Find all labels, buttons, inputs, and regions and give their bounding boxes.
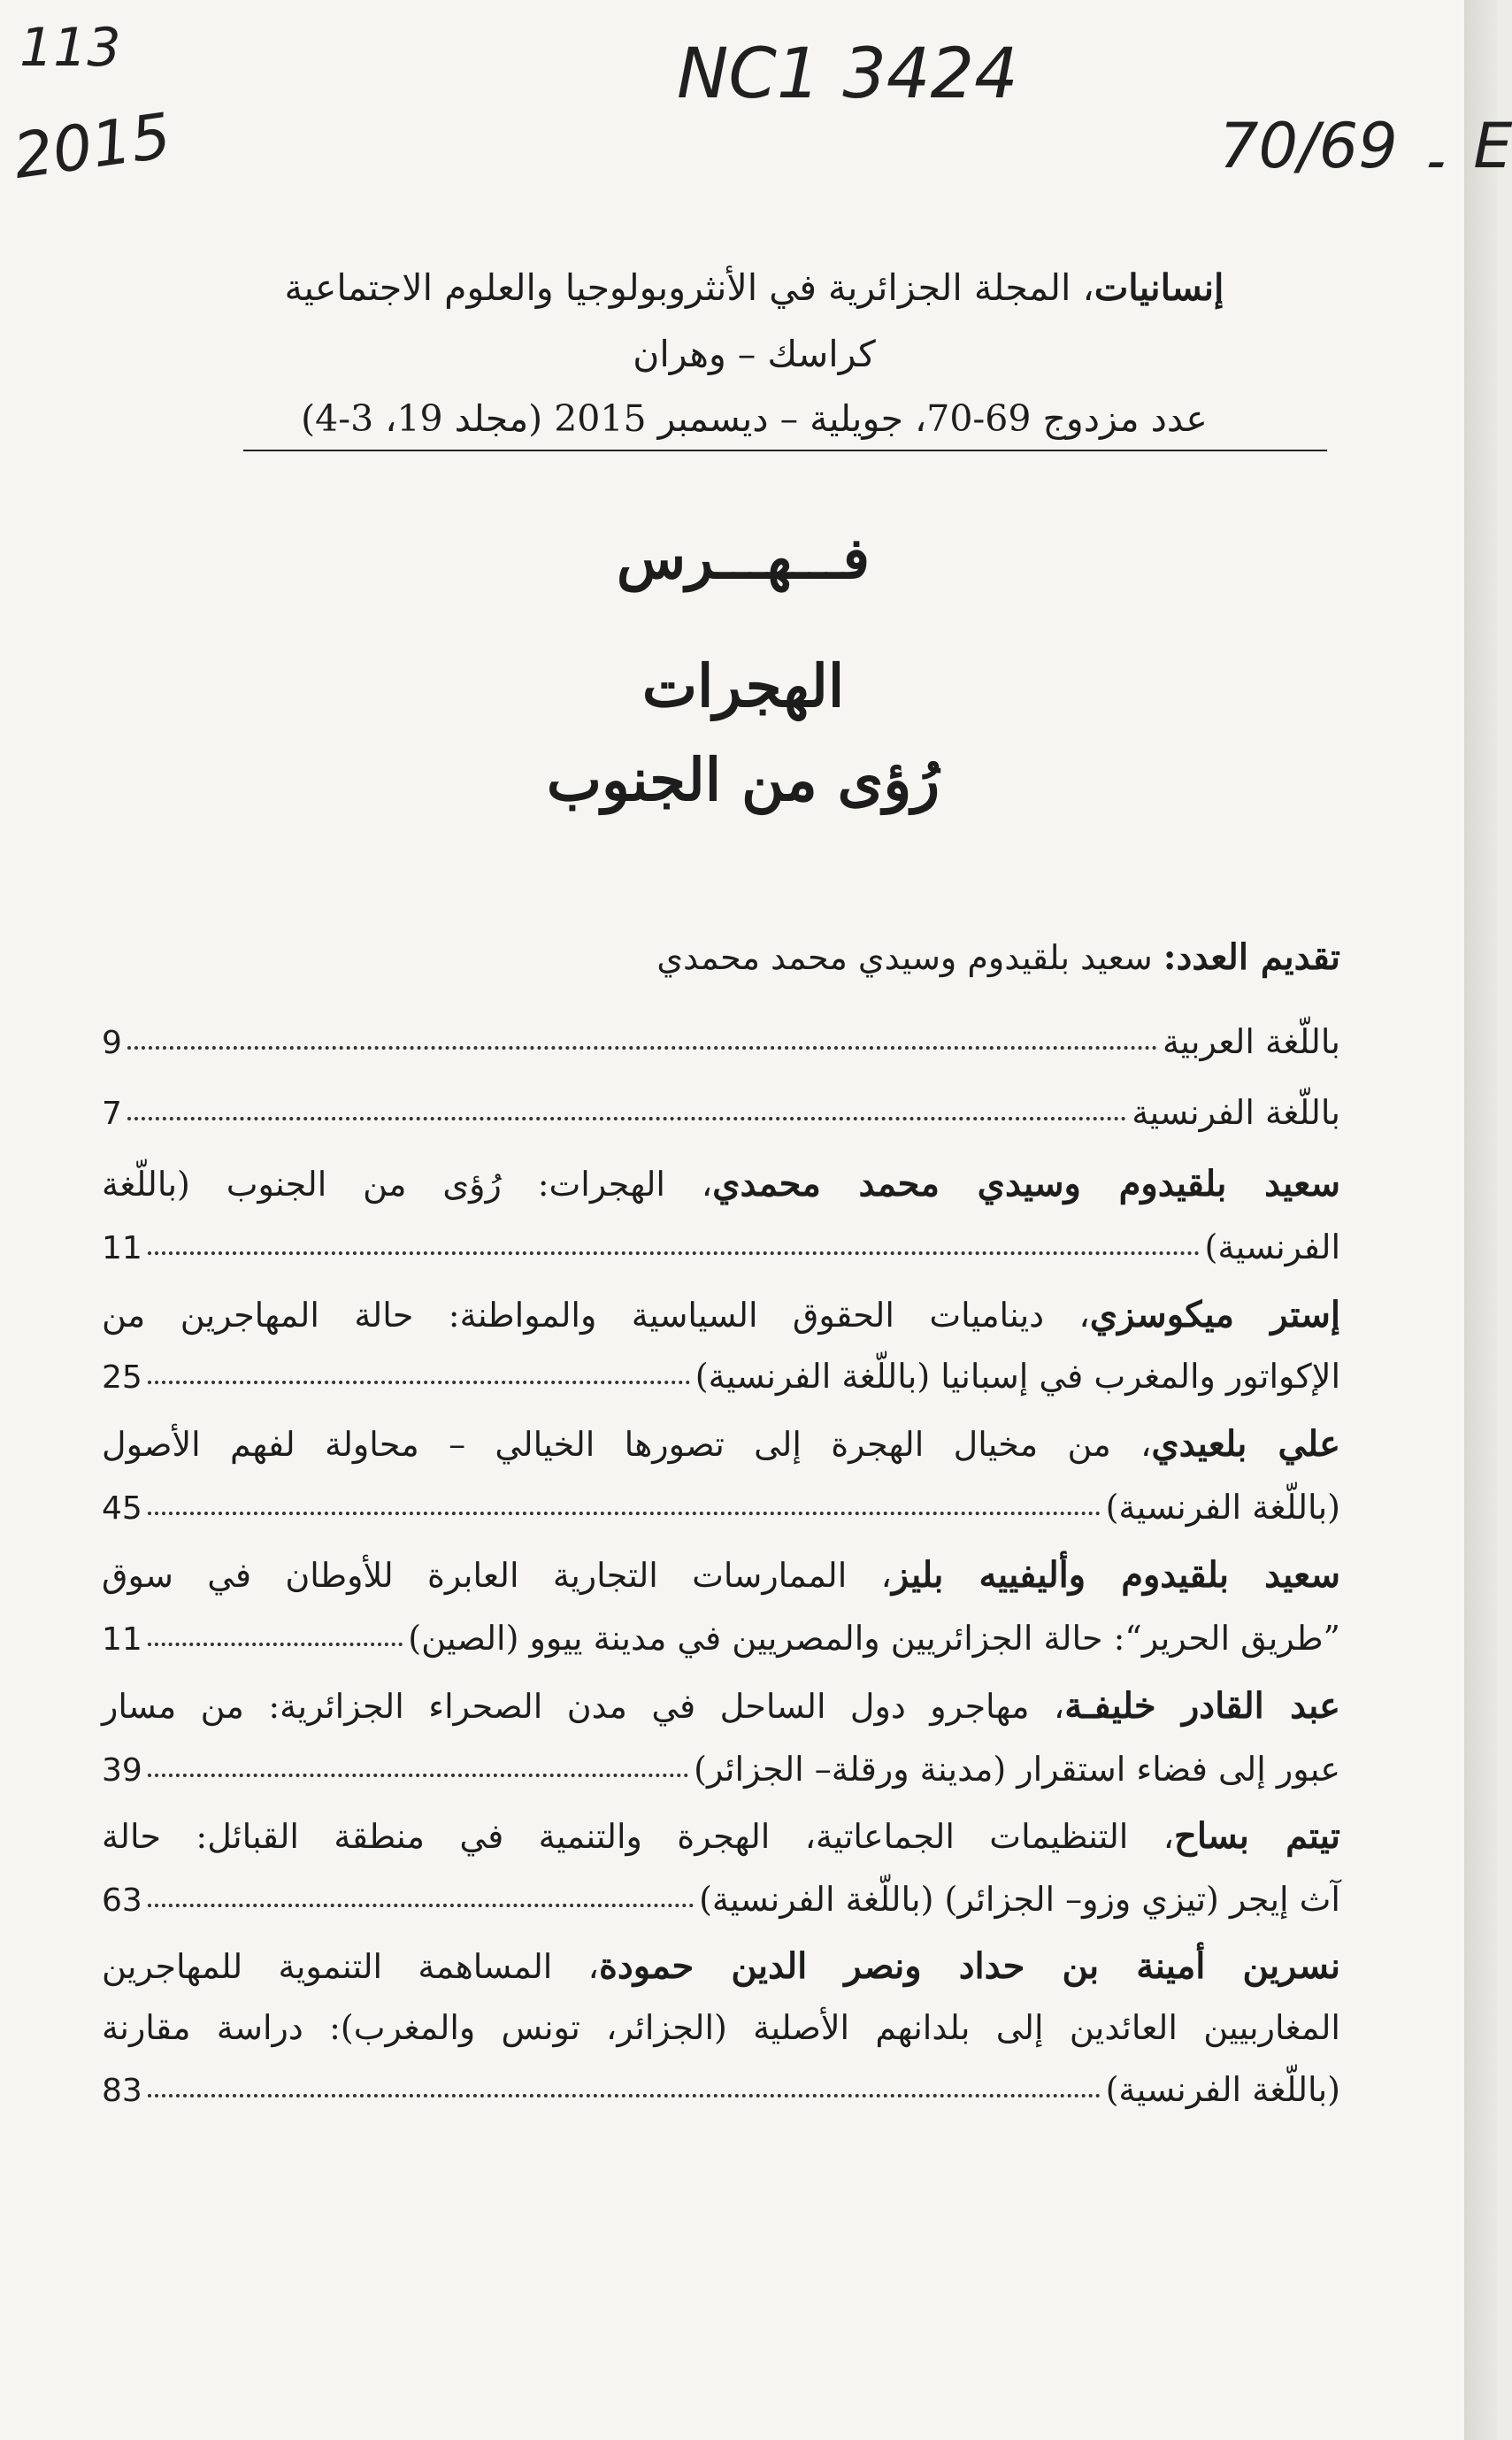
leader-dots <box>148 1904 694 1907</box>
leader-dots <box>148 1512 1101 1515</box>
article-title: ، مهاجرو دول الساحل في مدن الصحراء الجزائرية: من مسار <box>102 1687 1065 1726</box>
dossier-subtitle: رُؤى من الجنوب <box>546 745 940 814</box>
handwritten-issue-code: 70/69 ۔ E <box>1219 110 1512 182</box>
publisher: كراسك – وهران <box>633 333 876 375</box>
journal-name: إنسانيات <box>1094 266 1224 309</box>
article-author: نسرين أمينة بن حداد ونصر الدين حمودة <box>598 1945 1341 1987</box>
leader-dots <box>127 1117 1126 1120</box>
toc-entry-text: آث إيجر (تيزي وزو– الجزائر) (باللّغة الفرنسية) <box>699 1880 1340 1919</box>
toc-entry[interactable] <box>102 1752 1340 1787</box>
page-number: 83 <box>102 2073 142 2109</box>
page-number: 9 <box>102 1025 122 1061</box>
article-title-line <box>102 1815 1340 1857</box>
page-number: 11 <box>102 1621 142 1658</box>
page-number: 39 <box>102 1752 142 1789</box>
toc-entry-text: عبور إلى فضاء استقرار (مدينة ورقلة– الجزائر) <box>694 1750 1340 1789</box>
presentation-line <box>102 936 1340 978</box>
article-title-line <box>102 1554 1340 1596</box>
leader-dots <box>148 1643 403 1646</box>
toc-entry-text: باللّغة العربية <box>1163 1022 1340 1061</box>
article-title: ، الممارسات التجارية العابرة للأوطان في سوق <box>102 1556 892 1595</box>
page-number: 45 <box>102 1490 142 1527</box>
presentation-label: تقديم العدد: <box>1163 936 1340 978</box>
toc-entry[interactable] <box>102 1621 1340 1656</box>
toc-entry-text: باللّغة الفرنسية <box>1132 1093 1340 1132</box>
article-title: ، المساهمة التنموية للمهاجرين <box>102 1947 599 1986</box>
toc-entry[interactable] <box>102 1882 1340 1917</box>
journal-title <box>248 266 1261 309</box>
article-title: ، من مخيال الهجرة إلى تصورها الخيالي – محاولة لفهم الأصول <box>102 1425 1152 1464</box>
leader-dots <box>148 1251 1200 1255</box>
article-author: عبد القادر خليفـة <box>1064 1685 1341 1727</box>
leader-dots <box>127 1046 1157 1050</box>
toc-entry[interactable] <box>102 1230 1340 1265</box>
page-number: 63 <box>102 1882 142 1919</box>
toc-entry-text: الفرنسية) <box>1204 1228 1340 1266</box>
toc-entry-text: (باللّغة الفرنسية) <box>1105 2070 1340 2109</box>
header-rule <box>243 450 1327 451</box>
article-author: سعيد بلقيدوم وسيدي محمد محمدي <box>712 1163 1341 1205</box>
page-number: 11 <box>102 1230 142 1266</box>
handwritten-shelf-code: NC1 3424 <box>677 35 1018 114</box>
page-number: 7 <box>102 1096 122 1132</box>
article-title-line <box>102 1294 1340 1335</box>
toc-entry-text: الإكواتور والمغرب في إسبانيا (باللّغة الفرنسية) <box>695 1357 1340 1396</box>
article-title-line <box>102 1685 1341 1727</box>
journal-subtitle: ، المجلة الجزائرية في الأنثروبولوجيا والعلوم الاجتماعية <box>284 266 1094 309</box>
toc-entry[interactable] <box>102 1359 1340 1394</box>
presentation-authors: سعيد بلقيدوم وسيدي محمد محمدي <box>656 938 1153 977</box>
leader-dots <box>148 1774 688 1777</box>
article-title-line <box>102 1423 1341 1465</box>
toc-entry[interactable] <box>102 2070 1340 2109</box>
toc-entry[interactable] <box>102 1093 1340 1132</box>
article-author: علي بلعيدي <box>1151 1423 1341 1465</box>
toc-entry[interactable] <box>102 1490 1340 1525</box>
issue-info: عدد مزدوج 69-70، جويلية – ديسمبر 2015 (مجلد 19، 3-4) <box>301 397 1208 440</box>
article-title: ، التنظيمات الجماعاتية، الهجرة والتنمية في منطقة القبائل: حالة <box>102 1817 1175 1856</box>
article-title: ، ديناميات الحقوق السياسية والمواطنة: حالة المهاجرين من <box>102 1296 1090 1335</box>
page-edge <box>1464 0 1497 2440</box>
article-author: سعيد بلقيدوم وأليفييه بليز <box>891 1554 1340 1596</box>
index-title: فـــهـــرس <box>616 526 871 592</box>
page-number: 25 <box>102 1359 142 1396</box>
article-title-line: المغاربيين العائدين إلى بلدانهم الأصلية (الجزائر، تونس والمغرب): دراسة مقارنة <box>102 2008 1340 2047</box>
handwritten-number: 113 <box>19 17 121 79</box>
article-author: إستر ميكوسزي <box>1089 1294 1340 1335</box>
article-title-line <box>102 1163 1341 1205</box>
leader-dots <box>148 2094 1101 2097</box>
article-title-line <box>102 1945 1341 1987</box>
article-author: تيتم بساح <box>1174 1815 1340 1857</box>
toc-entry-text: ”طريق الحرير“: حالة الجزائريين والمصريين في مدينة ييوو (الصين) <box>408 1619 1340 1658</box>
toc-entry-text: (باللّغة الفرنسية) <box>1105 1488 1340 1527</box>
dossier-title: الهجرات <box>641 651 845 720</box>
toc-entry[interactable] <box>102 1022 1340 1061</box>
handwritten-year: 2015 <box>9 99 175 193</box>
article-title: ، الهجرات: رُؤى من الجنوب (باللّغة <box>102 1165 713 1204</box>
leader-dots <box>148 1381 690 1384</box>
